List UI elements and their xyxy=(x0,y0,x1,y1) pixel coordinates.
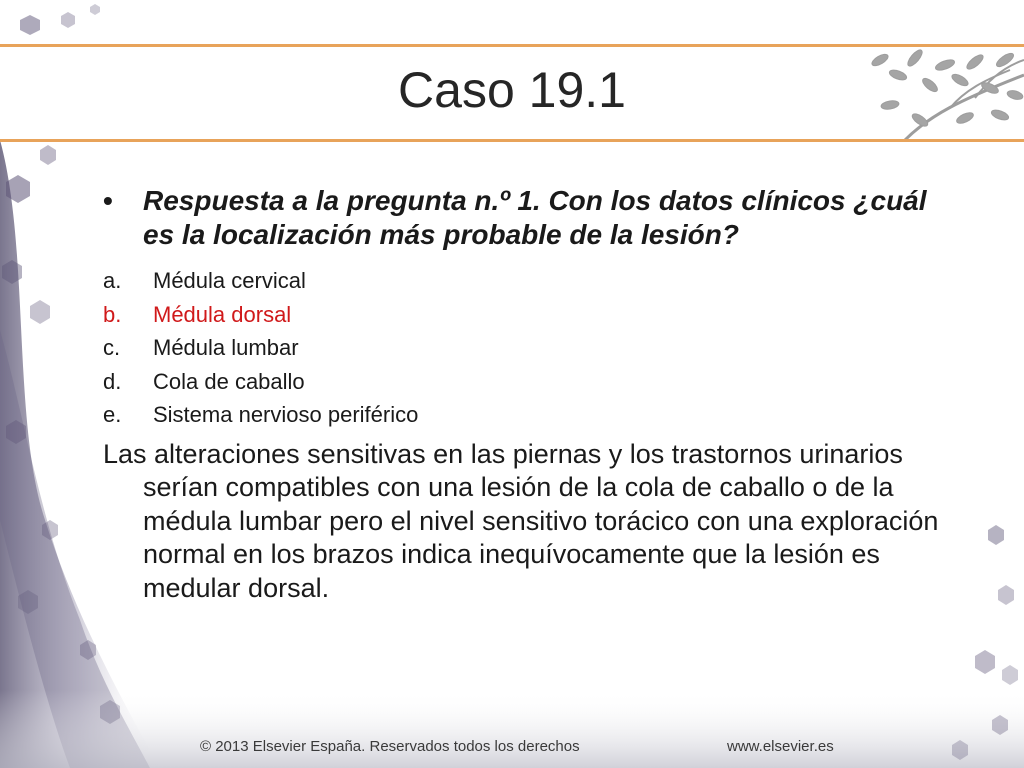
option-letter: e. xyxy=(103,402,122,427)
title-accent-rule xyxy=(0,139,1024,142)
answer-option-b xyxy=(103,298,953,332)
slide-content xyxy=(103,184,953,605)
option-text: Médula lumbar xyxy=(153,335,299,360)
top-accent-rule xyxy=(0,44,1024,47)
answer-options xyxy=(103,264,953,432)
answer-option-d xyxy=(103,365,953,399)
option-letter: a. xyxy=(103,268,122,293)
answer-option-c xyxy=(103,331,953,365)
answer-option-a xyxy=(103,264,953,298)
question-item xyxy=(103,184,953,252)
website-link[interactable]: www.elsevier.es xyxy=(727,738,834,755)
bullet-icon: • xyxy=(103,185,113,216)
answer-option-e xyxy=(103,398,953,432)
footer xyxy=(0,726,1024,768)
option-text: Cola de caballo xyxy=(153,368,305,394)
question-text: Respuesta a la pregunta n.º 1. Con los datos clínicos ¿cuál es la localización más probable de la lesión? xyxy=(143,185,927,250)
copyright-text: © 2013 Elsevier España. Reservados todos los derechos xyxy=(200,738,580,755)
slide-title: Caso 19.1 xyxy=(398,62,626,118)
explanation-text: Las alteraciones sensitivas en las piernas y los trastornos urinarios serían compatibles con una lesión de la cola de caballo o de la médula lumbar pero el nivel sensitivo torácico con una exploración normal en los brazos indica inequívocamente que la lesión es medular dorsal. xyxy=(103,438,939,603)
option-text: Sistema nervioso periférico xyxy=(153,402,419,427)
option-text: Médula cervical xyxy=(153,268,306,293)
option-text: Médula dorsal xyxy=(153,301,292,327)
option-letter: b. xyxy=(103,301,122,327)
option-letter: d. xyxy=(103,368,122,394)
option-letter: c. xyxy=(103,335,121,360)
